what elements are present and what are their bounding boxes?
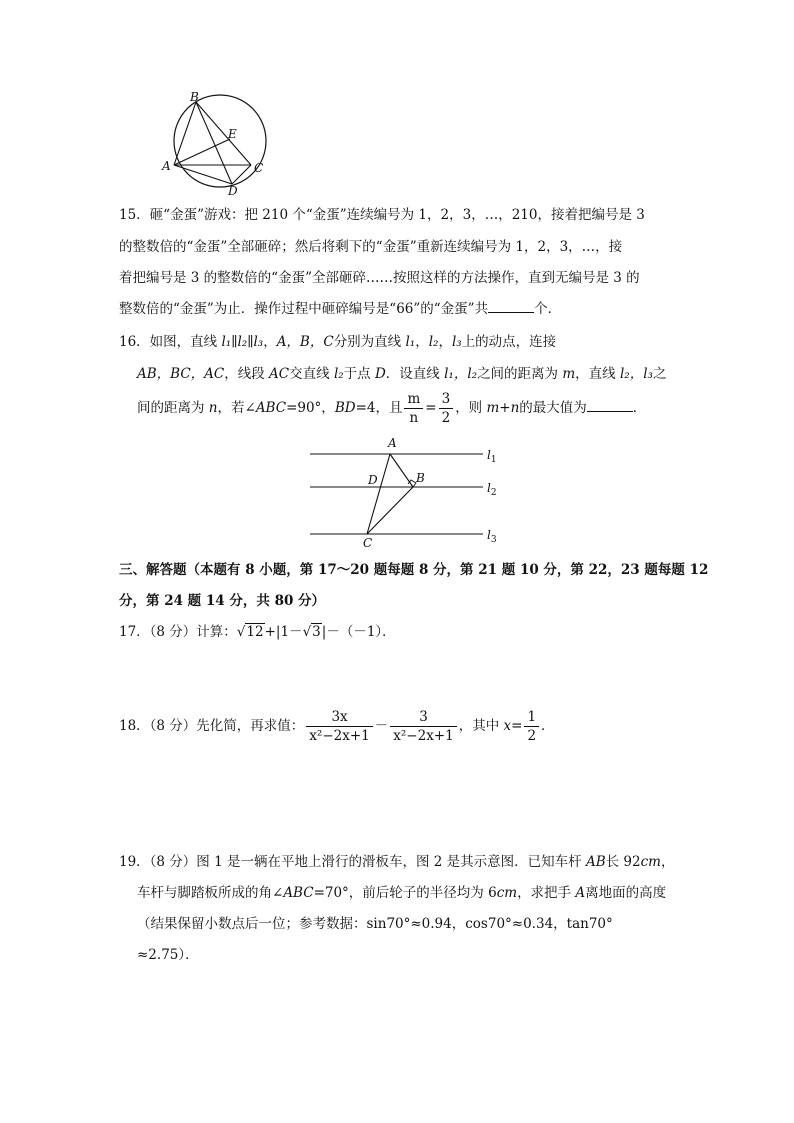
q19-line-1: 19．（8 分）图 1 是一辆在平地上滑行的滑板车，图 2 是其示意图．已知车杆 AB长 92cm， xyxy=(119,854,675,870)
q15-line-1: 15．砸“金蛋”游戏：把 210 个“金蛋”连续编号为 1，2，3，…，210，接着把编号是 3 xyxy=(119,207,645,223)
q15-line-2: 的整数倍的“金蛋”全部砸碎；然后将剩下的“金蛋”重新连续编号为 1，2，3，…，接 xyxy=(119,239,623,255)
fraction-m-over-n: $\frac{m}{n}$ xyxy=(404,390,423,427)
answer-blank-16[interactable] xyxy=(587,399,633,412)
answer-blank-15[interactable] xyxy=(488,300,534,313)
q16-line-1: 16．如图，直线 l₁∥l₂∥l₃，A，B，C分别为直线 l₁，l₂，l₃上的动点，连接 xyxy=(119,334,557,350)
fraction-3: $\frac{3}{\text{x²−2x+1}}$ xyxy=(390,708,456,745)
circle-outline xyxy=(174,95,266,187)
q16-line-3: 间的距离为 n，若∠ABC=90°，BD=4，且 $\frac{m}{n}$ = $\frac{3}{2}$ ，则 m+n的最大值为 ． xyxy=(137,391,647,426)
label-A: A xyxy=(162,159,171,173)
label-B: B xyxy=(190,92,199,104)
fraction-3-over-2: $\frac{3}{2}$ xyxy=(439,390,454,427)
label-l3: $l_3$ xyxy=(487,528,497,545)
q19-line-3: （结果保留小数点后一位；参考数据：sin70°≈0.94，cos70°≈0.34，tan70° xyxy=(137,916,613,932)
circle-figure xyxy=(150,92,290,200)
fraction-half: $\frac{1}{2}$ xyxy=(524,708,539,745)
label-A: A xyxy=(388,436,397,450)
q15-line-4: 整数倍的“金蛋”为止．操作过程中砸碎编号是“66”的“金蛋”共 个． xyxy=(119,301,562,317)
label-l1: $l_1$ xyxy=(487,448,497,465)
fraction-3x: $\frac{3x}{\text{x²−2x+1}}$ xyxy=(306,708,372,745)
label-D: D xyxy=(368,473,378,487)
q16-line-2: AB，BC，AC，线段 AC交直线 l₂于点 D．设直线 l₁，l₂之间的距离为 m，直线 l₂，l₃之 xyxy=(137,366,667,382)
label-B: B xyxy=(416,471,425,485)
label-D: D xyxy=(228,184,238,198)
q17-line: 17．（8 分）计算：√12+|1－√3|－（－1）． xyxy=(119,624,396,640)
section-3-header-line-1: 三、解答题（本题有 8 小题，第 17～20 题每题 8 分，第 21 题 10 分，第 22，23 题每题 12 xyxy=(119,562,709,578)
label-C: C xyxy=(254,161,264,175)
label-E: E xyxy=(228,127,237,141)
label-C: C xyxy=(363,536,373,550)
q18-line: 18．（8 分）先化简，再求值： $\frac{3x}{\text{x²−2x+1}}$ － $\frac{3}{\text{x²−2x+1}}$ ，其中 x= $\frac{1}{2}$ ． xyxy=(119,709,555,744)
q19-line-4: ≈2.75）． xyxy=(137,947,199,963)
parallel-lines-figure xyxy=(305,432,515,552)
q19-line-2: 车杆与脚踏板所成的角∠ABC=70°，前后轮子的半径均为 6cm，求把手 A离地面的高度 xyxy=(137,885,667,901)
section-3-header-line-2: 分，第 24 题 14 分，共 80 分） xyxy=(119,593,326,609)
label-l2: $l_2$ xyxy=(487,481,497,498)
q15-line-3: 着把编号是 3 的整数倍的“金蛋”全部砸碎……按照这样的方法操作，直到无编号是 3 的 xyxy=(119,270,640,286)
